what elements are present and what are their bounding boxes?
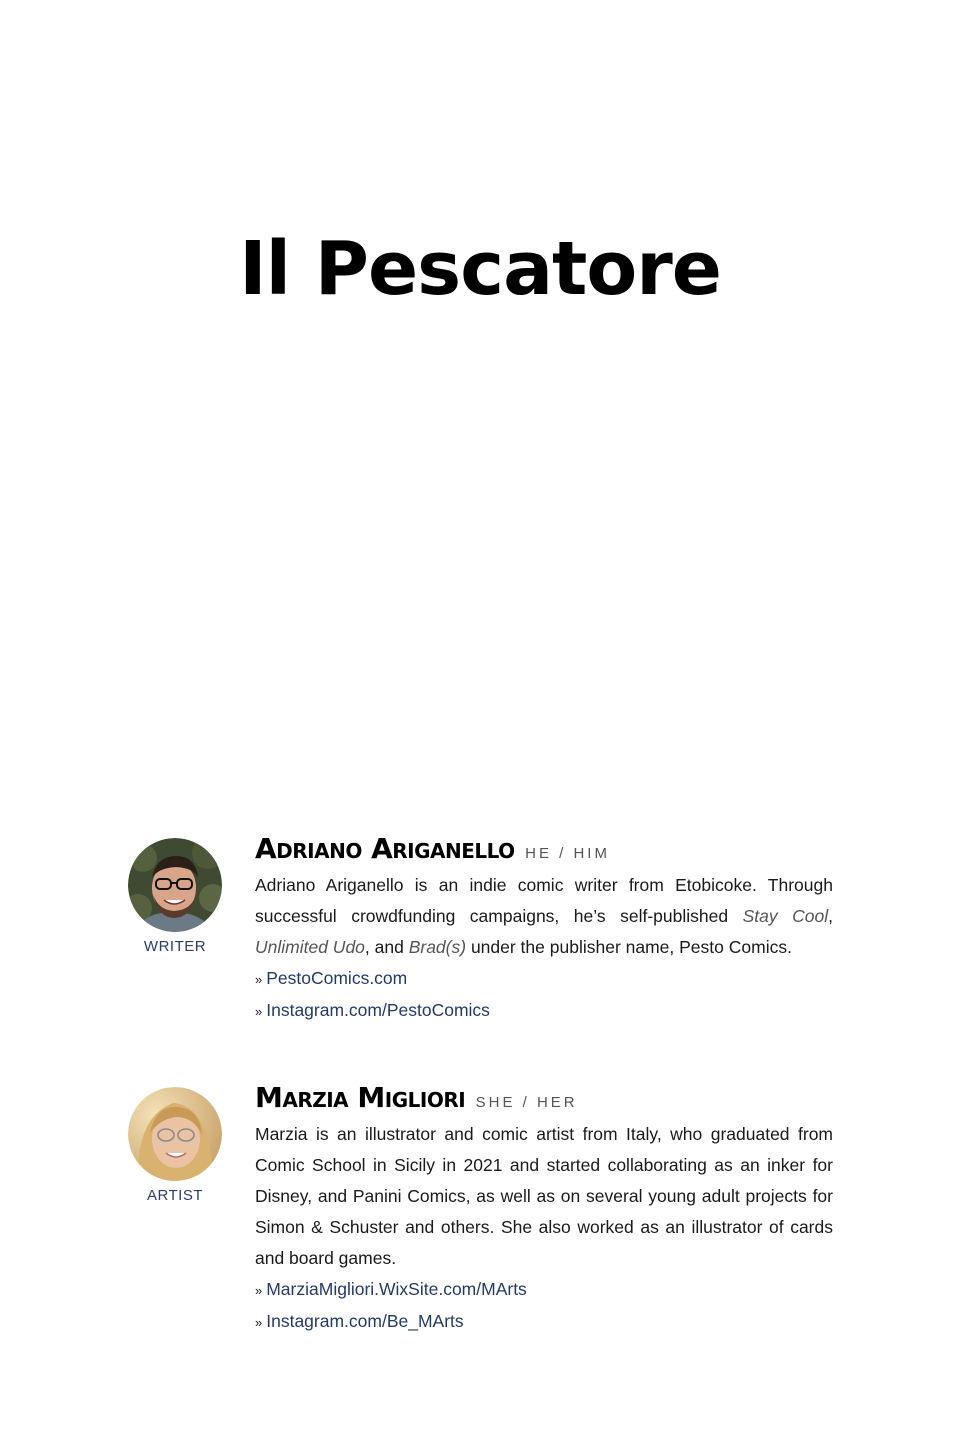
link-marker-icon: » — [255, 972, 263, 987]
book-title-stay-cool: Stay Cool — [742, 906, 829, 926]
artist-name-line — [255, 1081, 833, 1115]
bio-text-part: Adriano Ariganello is an indie comic writer from Etobicoke. Through successful crowdfunding campaigns, he’s self-published — [255, 875, 833, 926]
artist-website-link[interactable]: MarziaMigliori.WixSite.com/MArts — [266, 1279, 527, 1299]
list-item — [255, 995, 833, 1027]
artist-avatar-block — [128, 1087, 222, 1204]
link-marker-icon: » — [255, 1315, 263, 1330]
writer-pronouns: HE / HIM — [525, 845, 610, 862]
writer-content — [255, 832, 833, 1027]
artist-pronouns: SHE / HER — [475, 1094, 578, 1111]
artist-content — [255, 1081, 833, 1338]
book-title-brads: Brad(s) — [408, 937, 467, 957]
writer-avatar — [128, 838, 222, 932]
book-title-unlimited-udo: Unlimited Udo — [255, 937, 365, 957]
writer-website-link[interactable]: PestoComics.com — [266, 968, 408, 988]
link-marker-icon: » — [255, 1004, 263, 1019]
bio-text-separator: , and — [364, 937, 409, 957]
bio-text-part: under the publisher name, Pesto Comics. — [466, 937, 792, 957]
list-item — [255, 963, 833, 995]
artist-bio-text: Marzia is an illustrator and comic artist from Italy, who graduated from Comic School in Sicily in 2021 and started collaborating as an inker for Disney, and Panini Comics, as well as on several young adult projects for Simon & Schuster and others. She also worked as an illustrator of cards and board games. — [255, 1124, 833, 1268]
artist-role-label: ARTIST — [146, 1187, 204, 1204]
writer-bio-text — [255, 870, 833, 963]
writer-links — [255, 963, 833, 1027]
artist-name: Marzia Migliori — [255, 1081, 466, 1114]
writer-name-line — [255, 832, 833, 866]
writer-instagram-link[interactable]: Instagram.com/PestoComics — [266, 1000, 490, 1020]
writer-role-label: WRITER — [143, 938, 207, 955]
list-item — [255, 1306, 833, 1338]
link-marker-icon: » — [255, 1283, 263, 1298]
writer-avatar-block — [128, 838, 222, 955]
bio-text-separator: , — [828, 906, 833, 926]
artist-avatar — [128, 1087, 222, 1181]
list-item — [255, 1274, 833, 1306]
page-title: Il Pescatore — [239, 226, 721, 312]
artist-instagram-link[interactable]: Instagram.com/Be_MArts — [266, 1311, 464, 1331]
artist-links — [255, 1274, 833, 1338]
writer-name: Adriano Ariganello — [255, 832, 515, 865]
